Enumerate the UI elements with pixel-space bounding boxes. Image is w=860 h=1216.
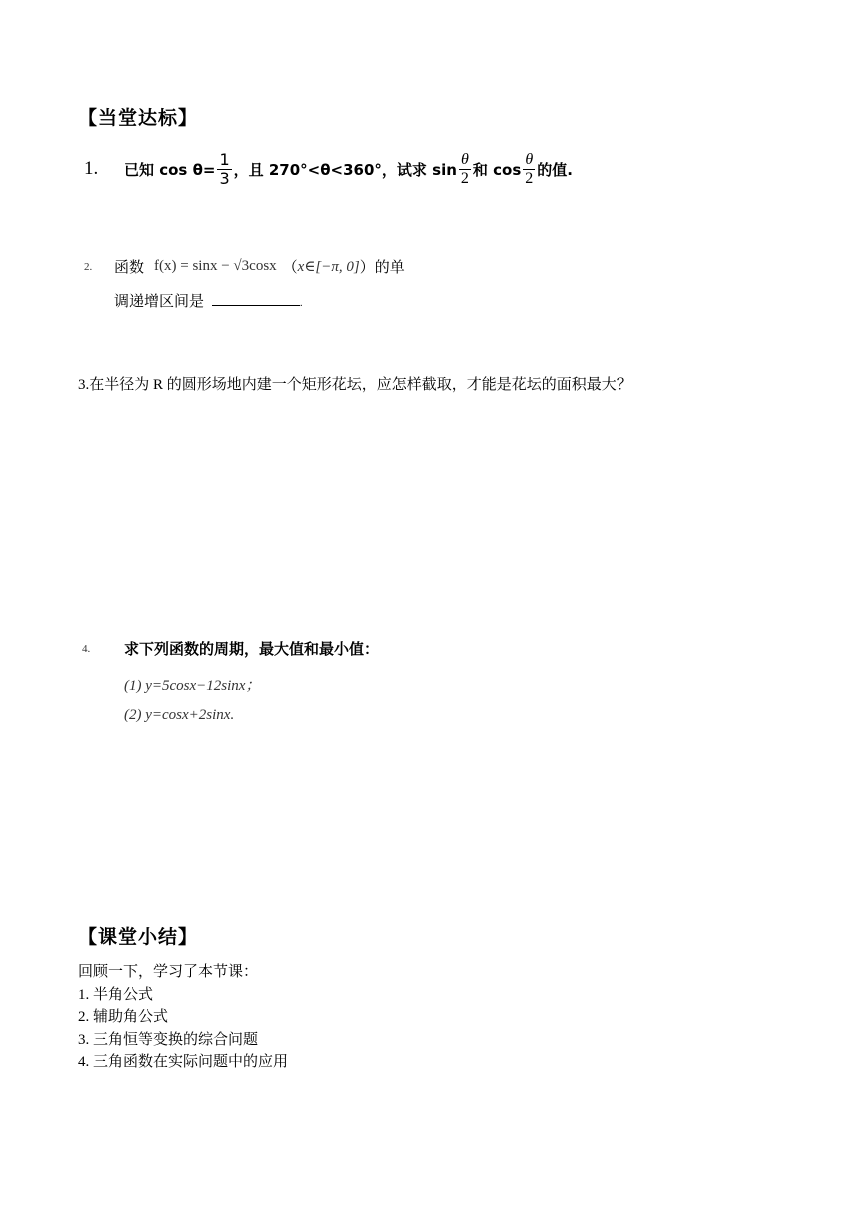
section-heading-practice: 【当堂达标】 <box>78 107 199 129</box>
question-4-line-1 <box>82 638 379 659</box>
question-4-number: 4. <box>82 642 91 655</box>
question-4-text: 求下列函数的周期，最大值和最小值： <box>124 640 380 658</box>
summary-intro: 回顾一下，学习了本节课： <box>78 964 259 980</box>
summary-item-2: 2. 辅助角公式 <box>78 1009 169 1025</box>
question-2-line-2 <box>114 290 303 311</box>
question-1-and: 和 cos <box>472 160 522 179</box>
question-1-mid: ，且 270°<θ<360°，试求 sin <box>233 160 457 179</box>
question-2-line-1 <box>84 256 405 277</box>
answer-blank[interactable] <box>212 305 300 306</box>
question-2-tail: ）的单 <box>359 258 405 276</box>
question-3: 3.在半径为 R 的圆形场地内建一个矩形花坛，应怎样截取，才能是花坛的面积最大？ <box>78 377 632 393</box>
question-2-number: 2. <box>84 260 93 273</box>
question-4-sub-1: (1) y=5cosx−12sinx； <box>124 678 261 694</box>
question-2-formula: f(x) = sinx − √3cosx <box>154 258 277 274</box>
fraction-one-third: $\frac{1}{3}$ <box>219 149 230 188</box>
question-4-sub-2: (2) y=cosx+2sinx. <box>124 707 235 723</box>
question-2-domain: x∈[−π, 0] <box>297 259 360 275</box>
summary-list <box>78 961 288 1074</box>
question-1-end: 的值. <box>537 160 573 179</box>
summary-item-1: 1. 半角公式 <box>78 986 154 1003</box>
fraction-theta-over-2-sin: $\frac{\theta}{2}$ <box>460 150 469 187</box>
question-2-line-2-text: 调递增区间是 <box>114 292 205 310</box>
question-2-label: 函数 <box>114 258 145 276</box>
question-1 <box>84 146 573 192</box>
section-heading-summary: 【课堂小结】 <box>78 926 199 948</box>
summary-item-3: 3. 三角恒等变换的综合问题 <box>78 1031 259 1048</box>
fraction-theta-over-2-cos: $\frac{\theta}{2}$ <box>525 150 534 187</box>
question-1-intro: 已知 cos θ= <box>124 160 216 179</box>
question-2-end: . <box>300 298 303 309</box>
summary-item-4: 4. 三角函数在实际问题中的应用 <box>78 1054 289 1070</box>
question-2-paren-open: （ <box>282 258 298 276</box>
question-1-number: 1. <box>84 158 99 179</box>
